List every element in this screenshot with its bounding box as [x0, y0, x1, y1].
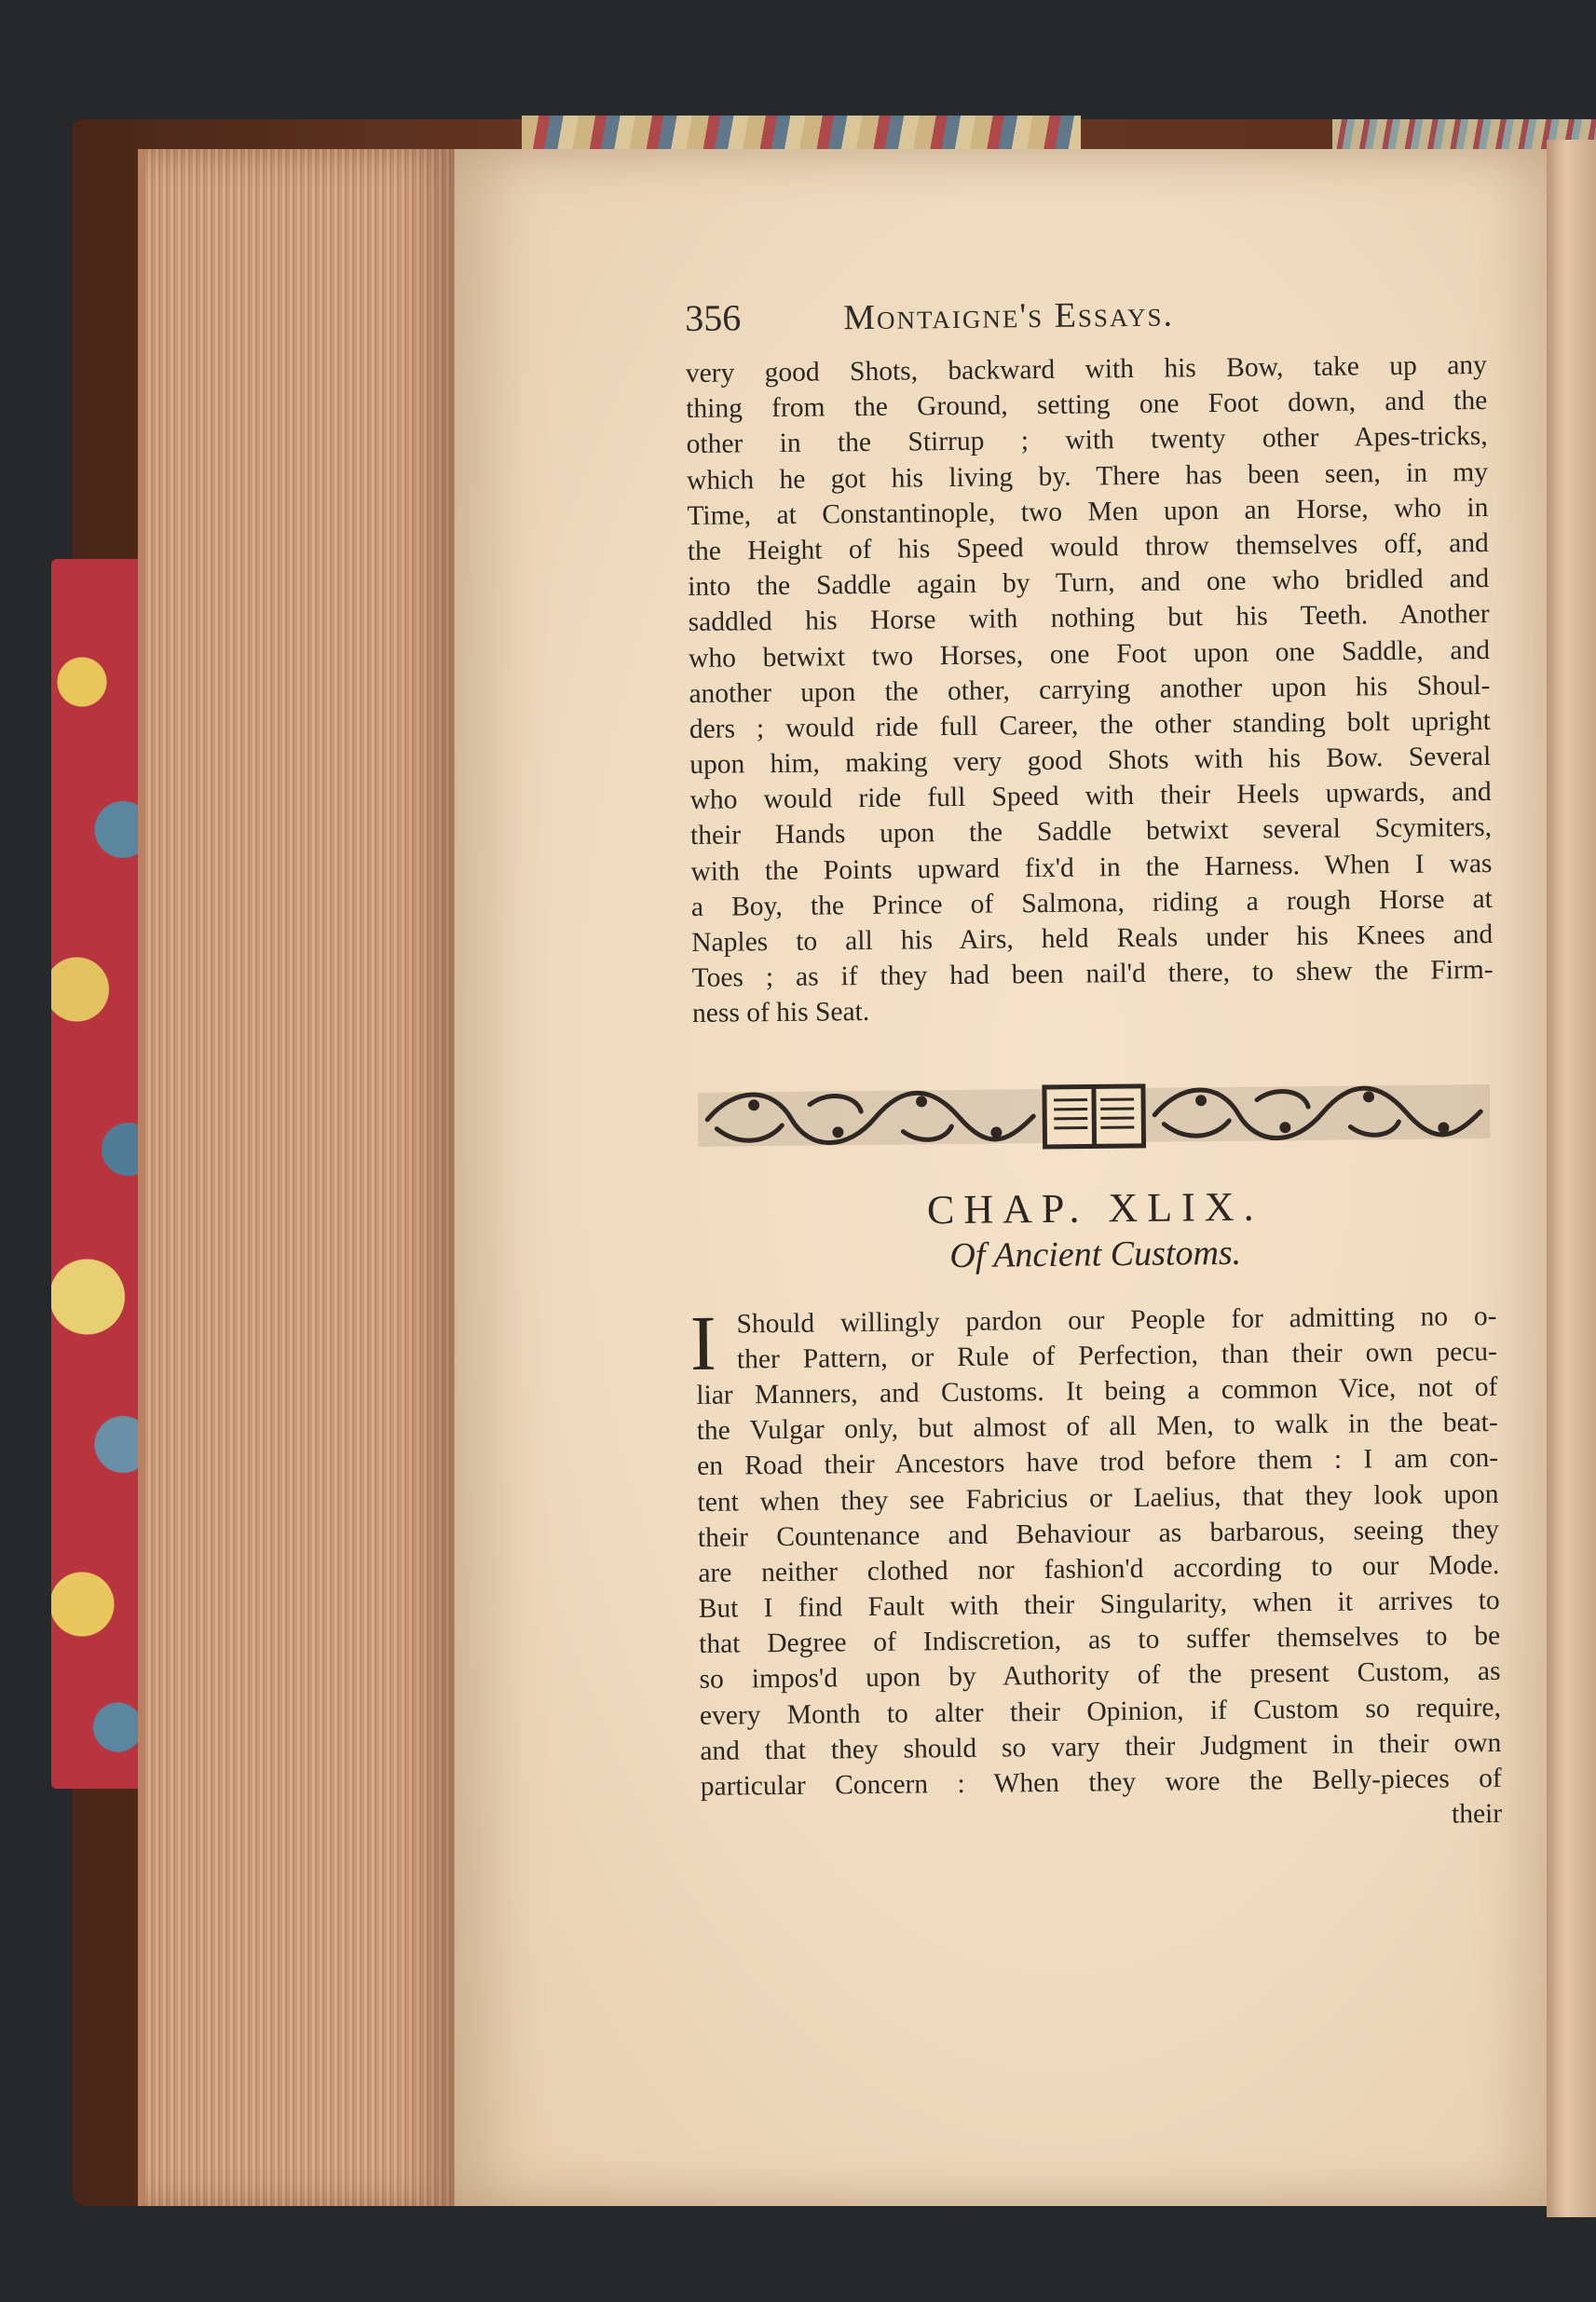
text-line: ther Pattern, or Rule of Perfection, than their own pecu- — [736, 1336, 1498, 1375]
chapter-number: CHAP. XLIX. — [926, 1183, 1263, 1233]
text-line: Naples to all his Airs, held Reals under his Knees and — [691, 919, 1494, 958]
text-line: But I find Fault with their Singularity, when it arrives to — [698, 1585, 1500, 1624]
text-line: very good Shots, backward with his Bow, take up any — [685, 349, 1487, 388]
text-line: are neither clothed nor fashion'd according to our Mode. — [698, 1549, 1500, 1588]
page-text — [685, 288, 1502, 1840]
printer-ornament — [693, 1065, 1495, 1166]
text-line: upon him, making very good Shots with his Bow. Several — [689, 742, 1492, 781]
text-line: that Degree of Indiscretion, as to suffer themselves to be — [698, 1621, 1501, 1660]
text-line: who would ride full Speed with their Heels upwards, and — [689, 777, 1492, 816]
text-line: with the Points upward fix'd in the Harness. When I was — [690, 848, 1493, 887]
text-line: their Countenance and Behaviour as barbarous, seeing they — [697, 1514, 1500, 1553]
chapter-paragraph — [689, 1298, 1503, 1840]
text-line: liar Manners, and Customs. It being a common Vice, not of — [696, 1371, 1498, 1410]
text-line: the Height of his Speed would throw themselves off, and — [687, 527, 1489, 566]
text-line: another upon the other, carrying another upon his Shoul- — [689, 670, 1491, 709]
marbled-endpaper-top — [522, 116, 1081, 153]
facing-page-gutter — [1547, 140, 1596, 2217]
page-block-edge — [138, 149, 462, 2206]
body-text — [686, 347, 1494, 1032]
page-number: 356 — [685, 296, 742, 339]
text-line: en Road their Ancestors have trod before them : I am con- — [696, 1443, 1499, 1482]
text-line: particular Concern : When they wore the Belly-pieces of — [700, 1763, 1502, 1802]
text-line: the Vulgar only, but almost of all Men, to walk in the beat- — [696, 1408, 1498, 1447]
text-line: every Month to alter their Opinion, if Custom so require, — [699, 1692, 1502, 1731]
text-line: so impos'd upon by Authority of the present Custom, as — [699, 1656, 1501, 1696]
drop-capital: I — [689, 1300, 717, 1387]
catchword: their — [1451, 1799, 1503, 1830]
text-line: Should willingly pardon our People for admitting no o- — [736, 1301, 1497, 1340]
text-line: Time, at Constantinople, two Men upon an Horse, who in — [687, 492, 1489, 531]
text-line: ness of his Seat. — [691, 997, 870, 1029]
text-line: a Boy, the Prince of Salmona, riding a rough Horse at — [690, 883, 1493, 922]
chapter-title: Of Ancient Customs. — [949, 1233, 1242, 1275]
text-line: and that they should so vary their Judgment in their own — [700, 1727, 1502, 1766]
text-line: thing from the Ground, setting one Foot down, and the — [686, 386, 1488, 425]
text-line: saddled his Horse with nothing but his Teeth. Another — [688, 599, 1490, 638]
ornament-band-icon — [698, 1069, 1491, 1162]
text-line: tent when they see Fabricius or Laelius, that they look upon — [697, 1478, 1499, 1518]
text-line: their Hands upon the Saddle betwixt several Scymiters, — [689, 812, 1493, 851]
text-line: Toes ; as if they had been nail'd there, to shew the Firm- — [691, 955, 1494, 994]
running-title: Montaigne's Essays. — [843, 294, 1175, 338]
text-line: other in the Stirrup ; with twenty other Apes-tricks, — [686, 421, 1488, 460]
open-book-icon — [1044, 1085, 1144, 1146]
running-head — [685, 288, 1487, 348]
text-line: who betwixt two Horses, one Foot upon one Saddle, and — [688, 634, 1491, 674]
text-line: into the Saddle again by Turn, and one who bridled and — [688, 564, 1490, 603]
text-line: ders ; would ride full Career, the other standing bolt upright — [689, 705, 1491, 744]
text-line: which he got his living by. There has been seen, in my — [686, 456, 1489, 496]
